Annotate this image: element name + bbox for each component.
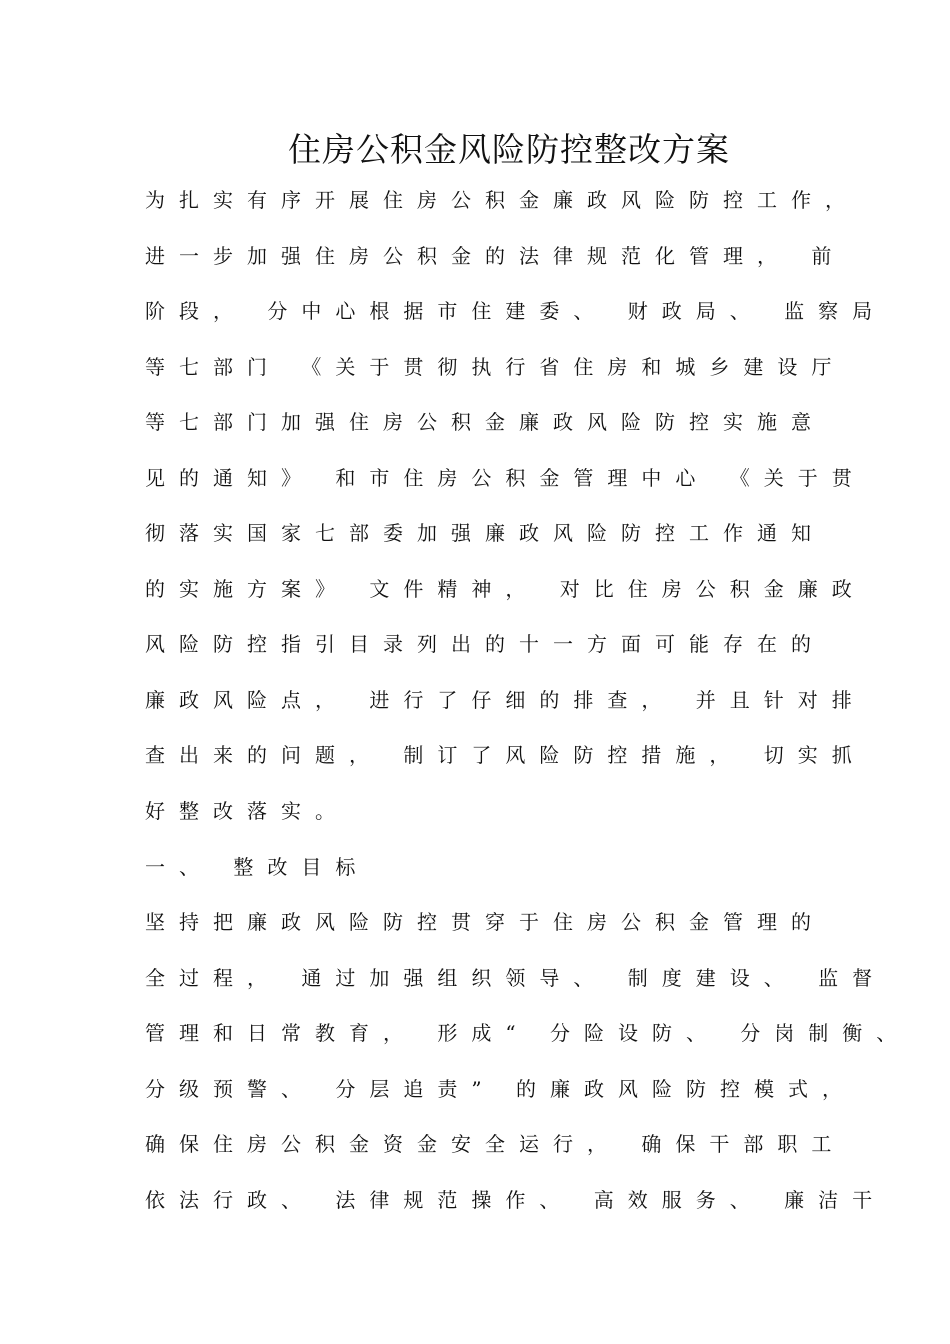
paragraph-line: 见的通知》 和市住房公积金管理中心 《关于贯 <box>145 466 866 490</box>
paragraph-line: 查出来的问题， 制订了风险防控措施， 切实抓 <box>145 743 866 767</box>
paragraph-line: 全过程， 通过加强组织领导、 制度建设、 监督 <box>145 966 887 990</box>
paragraph-line: 等七部门 《关于贯彻执行省住房和城乡建设厅 <box>145 355 846 379</box>
paragraph-line: 管理和日常教育， 形成“ 分险设防、 分岗制衡、 <box>145 1021 911 1045</box>
paragraph-line: 彻落实国家七部委加强廉政风险防控工作通知 <box>145 521 825 545</box>
paragraph-line: 的实施方案》 文件精神， 对比住房公积金廉政 <box>145 577 866 601</box>
paragraph-line: 为扎实有序开展住房公积金廉政风险防控工作， <box>145 188 859 212</box>
paragraph-line: 风险防控指引目录列出的十一方面可能存在的 <box>145 632 825 656</box>
paragraph-line: 进一步加强住房公积金的法律规范化管理， 前 <box>145 244 846 268</box>
paragraph-line: 坚持把廉政风险防控贯穿于住房公积金管理的 <box>145 910 825 934</box>
paragraph-line: 确保住房公积金资金安全运行， 确保干部职工 <box>145 1132 846 1156</box>
paragraph-line: 等七部门加强住房公积金廉政风险防控实施意 <box>145 410 825 434</box>
paragraph-line: 分级预警、 分层追责” 的廉政风险防控模式， <box>145 1077 856 1101</box>
paragraph-line: 依法行政、 法律规范操作、 高效服务、 廉洁干 <box>145 1188 887 1212</box>
paragraph-line: 好整改落实。 <box>145 799 349 823</box>
paragraph-line: 阶段， 分中心根据市住建委、 财政局、 监察局 <box>145 299 887 323</box>
document-title: 住房公积金风险防控整改方案 <box>288 130 730 169</box>
paragraph-line: 廉政风险点， 进行了仔细的排查， 并且针对排 <box>145 688 866 712</box>
section-heading: 一、 整改目标 <box>145 855 370 879</box>
